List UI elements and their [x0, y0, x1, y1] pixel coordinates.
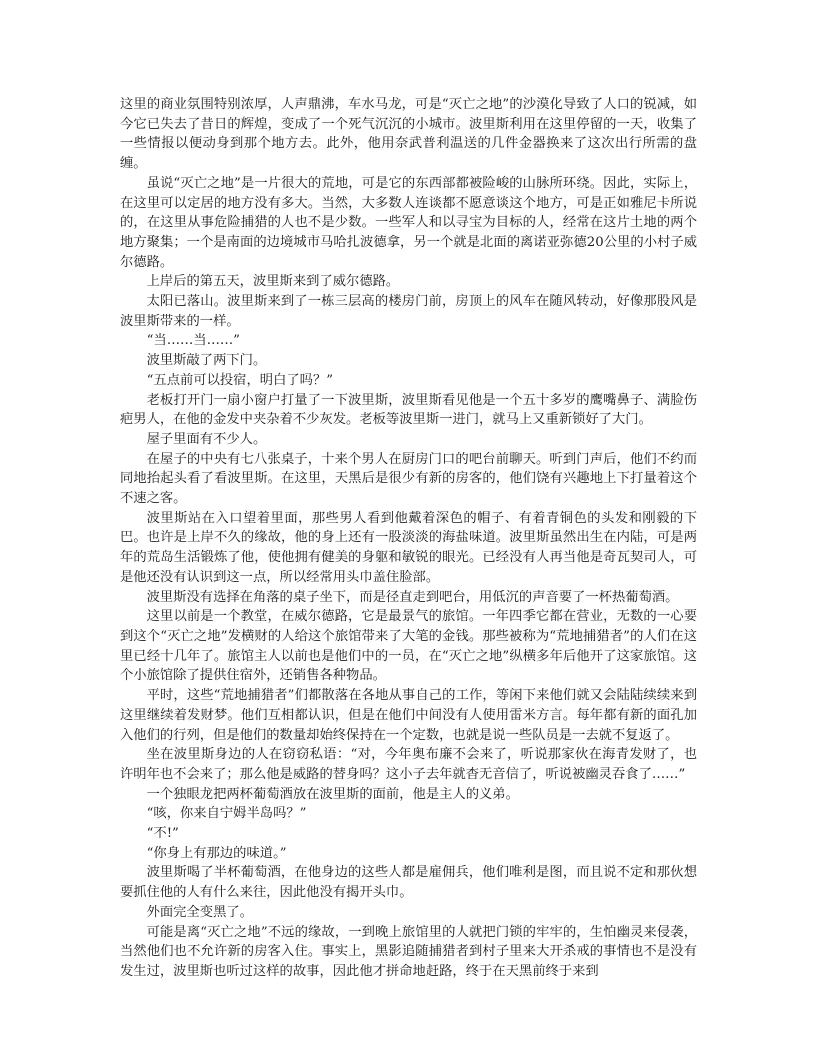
paragraph: 屋子里面有不少人。	[146, 431, 267, 447]
paragraph: 波里斯喝了半杯葡萄酒，在他身边的这些人都是雇佣兵，他们唯利是图，而且说不定和那伙想要抓住他的人有什么来往，因此他没有揭开头巾。	[120, 865, 697, 901]
paragraph: 坐在波里斯身边的人在窃窃私语：“对，今年奥布廉不会来了，听说那家伙在海青发财了，也许明年也不会来了；那么他是威路的替身吗？这小子去年就杳无音信了，听说被幽灵吞食了……”	[120, 747, 697, 782]
paragraph: 波里斯敲了两下门。	[146, 353, 267, 369]
paragraph: 虽说“灭亡之地”是一片很大的荒地，可是它的东西部都被险峻的山脉所环绕。因此，实际上，在这里可以定居的地方没有多大。当然，大多数人连谈都不愿意谈这个地方，可是正如雅尼卡所说的，在这里从事危险捕猎的人也不是少数。一些军人和以寻宝为目标的人，经常在这片土地的两个地方聚集；一个是南面的边境城市马哈扎波德拿，另一个就是北面的离诺亚弥德20公里的小村子威尔德路。	[120, 175, 697, 270]
paragraph: 上岸后的第五天，波里斯来到了威尔德路。	[146, 274, 400, 290]
paragraph: 一个独眼龙把两杯葡萄酒放在波里斯的面前，他是主人的义弟。	[146, 786, 519, 802]
paragraph: 在屋子的中央有七八张桌子，十来个男人在厨房门口的吧台前聊天。听到门声后，他们不约而同地抬起头看了看波里斯。在这里，天黑后是很少有新的房客的，他们饶有兴趣地上下打量着这个不速之客。	[120, 451, 697, 507]
paragraph: 外面完全变黑了。	[146, 904, 253, 920]
paragraph: “当……当……”	[146, 333, 240, 349]
paragraph: 老板打开门一扇小窗户打量了一下波里斯，波里斯看见他是一个五十多岁的鹰嘴鼻子、满脸伤疤男人，在他的金发中夹杂着不少灰发。老板等波里斯一进门，就马上又重新锁好了大门。	[120, 392, 697, 428]
paragraph: 这里以前是一个教堂，在威尔德路，它是最景气的旅馆。一年四季它都在营业，无数的一心要到这个“灭亡之地”发横财的人给这个旅馆带来了大笔的金钱。那些被称为“荒地捕猎者”的人们在这里已经十几年了。旅馆主人以前也是他们中的一员，在“灭亡之地”纵横多年后他开了这家旅馆。这个小旅馆除了提供住宿外，还销售各种物品。	[120, 609, 697, 684]
paragraph: 可能是离“灭亡之地”不远的缘故，一到晚上旅馆里的人就把门锁的牢牢的，生怕幽灵来侵袭，当然他们也不允许新的房客入住。事实上，黑影追随捕猎者到村子里来大开杀戒的事情也不是没有发生过，波里斯也听过这样的故事，因此他才拼命地赶路，终于在天黑前终于来到	[120, 924, 697, 979]
paragraph: 平时，这些“荒地捕猎者”们都散落在各地从事自己的工作，等闲下来他们就又会陆陆续续来到这里继续着发财梦。他们互相都认识，但是在他们中间没有人使用雷米方言。每年都有新的面孔加入他们的行列，但是他们的数量却始终保持在一个定数，也就是说一些队员是一去就不复返了。	[120, 688, 697, 743]
paragraph: “不!”	[146, 826, 179, 842]
paragraph: “你身上有那边的味道。”	[146, 845, 287, 861]
paragraph: 这里的商业氛围特别浓厚，人声鼎沸，车水马龙，可是“灭亡之地”的沙漠化导致了人口的锐减，如今它已失去了昔日的辉煌，变成了一个死气沉沉的小城市。波里斯利用在这里停留的一天，收集了一些情报以便动身到那个地方去。此外，他用奈武普利温送的几件金器换来了这次出行所需的盘缠。	[120, 97, 697, 172]
document-body	[120, 95, 697, 982]
paragraph: “五点前可以投宿，明白了吗？”	[146, 372, 334, 388]
paragraph: 波里斯没有选择在角落的桌子坐下，而是径直走到吧台，用低沉的声音要了一杯热葡萄酒。	[146, 589, 679, 605]
paragraph: 波里斯站在入口望着里面，那些男人看到他戴着深色的帽子、有着青铜色的头发和刚毅的下巴。也许是上岸不久的缘故，他的身上还有一股淡淡的海盐味道。波里斯虽然出生在内陆，可是两年的荒岛生活锻炼了他，使他拥有健美的身躯和敏锐的眼光。已经没有人再当他是奇瓦契司人，可是他还没有认识到这一点，所以经常用头巾盖住脸部。	[120, 510, 697, 585]
paragraph: “咳，你来自宁姆半岛吗？”	[146, 806, 307, 822]
paragraph: 太阳已落山。波里斯来到了一栋三层高的楼房门前，房顶上的风车在随风转动，好像那股风是波里斯带来的一样。	[120, 294, 697, 329]
